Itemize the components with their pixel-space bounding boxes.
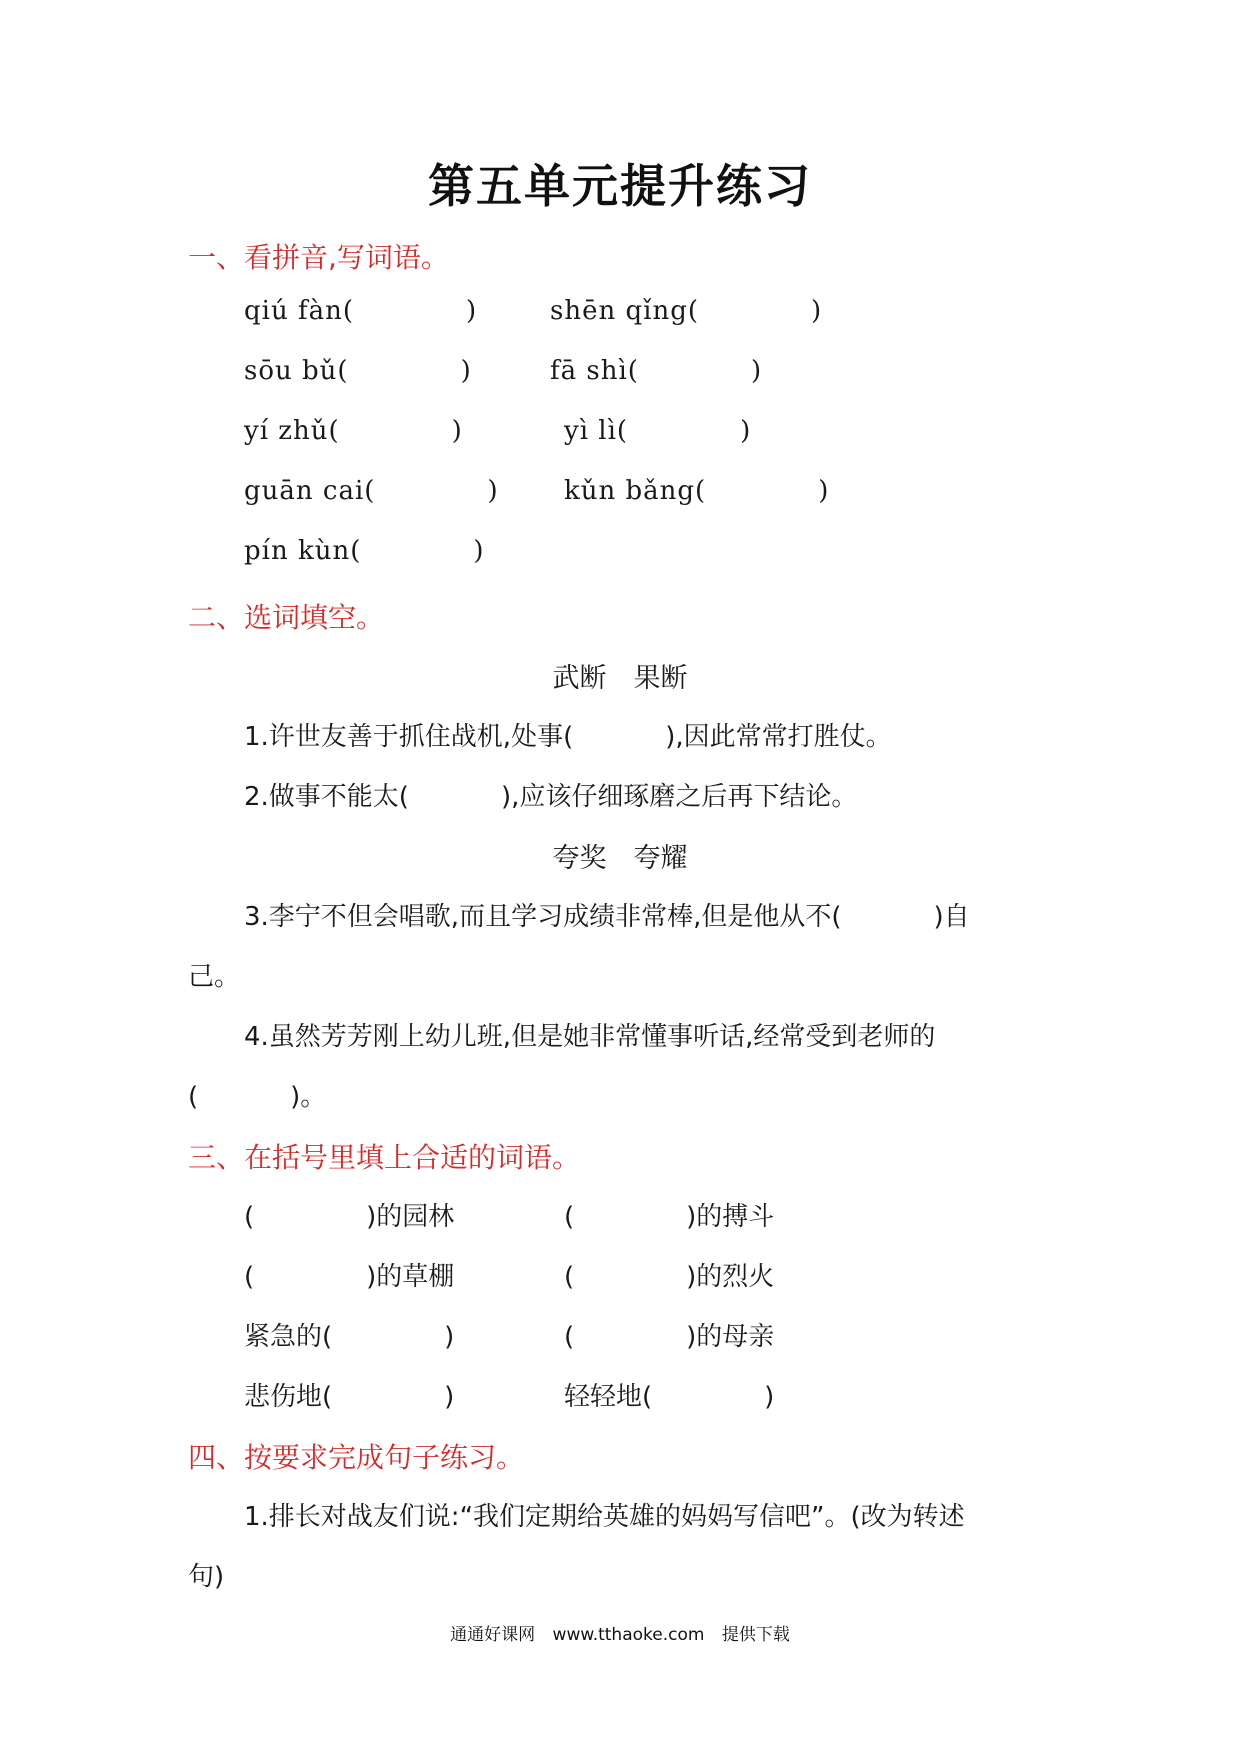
fill-question-3: 3.李宁不但会唱歌,而且学习成绩非常棒,但是他从不( )自 bbox=[244, 902, 970, 932]
fill-question-3-continued: 己。 bbox=[188, 962, 241, 992]
section-2-heading: 二、选词填空。 bbox=[188, 601, 385, 634]
fill-question-2: 2.做事不能太( ),应该仔细琢磨之后再下结论。 bbox=[244, 782, 858, 812]
pinyin-item: sōu bǔ( ) bbox=[244, 356, 472, 386]
sentence-question-1: 1.排长对战友们说:“我们定期给英雄的妈妈写信吧”。(改为转述 bbox=[244, 1502, 965, 1532]
phrase-blank: ( )的烈火 bbox=[564, 1262, 775, 1292]
phrase-blank: ( )的草棚 bbox=[244, 1262, 455, 1292]
section-4-heading: 四、按要求完成句子练习。 bbox=[188, 1441, 525, 1474]
section-1-heading: 一、看拼音,写词语。 bbox=[188, 241, 449, 274]
footer-url[interactable]: www.tthaoke.com bbox=[552, 1625, 705, 1645]
page-title: 第五单元提升练习 bbox=[428, 159, 812, 213]
phrase-blank: ( )的园林 bbox=[244, 1202, 455, 1232]
pinyin-item: qiú fàn( ) bbox=[244, 296, 478, 326]
word-choice-group-1: 武断 果断 bbox=[552, 663, 688, 694]
word-choice-group-2: 夸奖 夸耀 bbox=[552, 843, 688, 874]
fill-question-4-continued: ( )。 bbox=[188, 1082, 327, 1112]
pinyin-item: kǔn bǎng( ) bbox=[564, 476, 830, 506]
phrase-blank: ( )的搏斗 bbox=[564, 1202, 775, 1232]
phrase-blank: ( )的母亲 bbox=[564, 1322, 775, 1352]
footer bbox=[0, 1620, 1240, 1645]
phrase-blank: 轻轻地( ) bbox=[564, 1382, 775, 1412]
footer-note: 提供下载 bbox=[721, 1625, 790, 1645]
phrase-blank: 紧急的( ) bbox=[244, 1322, 455, 1352]
fill-question-1: 1.许世友善于抓住战机,处事( ),因此常常打胜仗。 bbox=[244, 722, 892, 752]
pinyin-item: yí zhǔ( ) bbox=[244, 416, 463, 446]
pinyin-item: shēn qǐng( ) bbox=[550, 296, 823, 326]
pinyin-item: yì lì( ) bbox=[564, 416, 752, 446]
section-3-heading: 三、在括号里填上合适的词语。 bbox=[188, 1141, 581, 1174]
pinyin-item: pín kùn( ) bbox=[244, 536, 485, 566]
pinyin-item: guān cai( ) bbox=[244, 476, 499, 506]
sentence-question-1-continued: 句) bbox=[188, 1562, 225, 1592]
fill-question-4: 4.虽然芳芳刚上幼儿班,但是她非常懂事听话,经常受到老师的 bbox=[244, 1022, 936, 1052]
phrase-blank: 悲伤地( ) bbox=[244, 1382, 455, 1412]
footer-site-name: 通通好课网 bbox=[450, 1625, 536, 1645]
pinyin-item: fā shì( ) bbox=[550, 356, 763, 386]
